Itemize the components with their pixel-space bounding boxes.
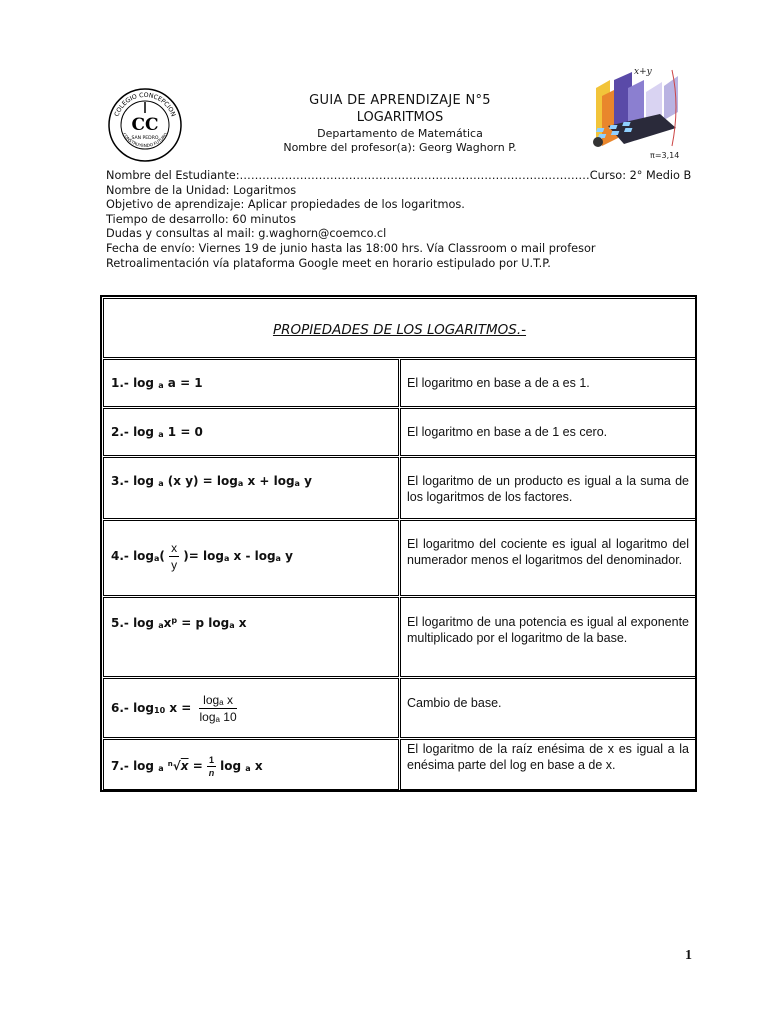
math-illustration-icon [588,66,688,162]
description-cell [400,678,696,738]
formula-2: 2.- log $_a$ 1 = 0 [111,425,203,439]
deco-formula-top: x+y [634,67,652,77]
description-3: El logaritmo de un producto es igual a la suma de los logaritmos de los factores. [407,474,689,504]
guide-title: GUIA DE APRENDIZAJE N°5 [309,93,491,108]
fraction-one-over-n: $\frac{1}{n}$ [208,755,215,778]
unit-line: Nombre de la Unidad: Logaritmos [106,183,297,197]
description-cell [400,457,696,519]
table-heading: PROPIEDADES DE LOS LOGARITMOS.- [272,322,527,338]
description-cell [400,408,696,456]
logo-text-bottom: CONSTRUYENDO FUTURO [121,131,169,149]
formula-3: 3.- log $_a$ (x $y) = \log_a x + \log_a y$ [111,474,312,488]
fraction-x-over-y: $\frac{x}{y}$ [171,541,178,572]
description-2: El logaritmo en base a de 1 es cero. [407,425,608,439]
description-6: Cambio de base. [407,696,502,710]
guide-subtitle: LOGARITMOS [356,110,444,125]
page-number: 1 [685,948,692,963]
formula-cell [103,457,399,519]
description-cell [400,597,696,677]
delivery-line: Fecha de envío: Viernes 19 de junio hasta las 18:00 hrs. Vía Classroom o mail profesor [106,241,596,255]
formula-cell [103,408,399,456]
school-logo [107,87,183,163]
info-block [106,169,691,271]
formula-6: 6.- $\log_{10} x$ = $\frac{\log_a x}{\log_a 10}$ [111,693,237,724]
formula-5: 5.- $\log _ax^p = p$ $\log_a x$ [111,616,247,630]
formula-cell [103,597,399,677]
logo-monogram: CC [131,115,159,135]
formula-4: 4.- $\log_a$( $\frac{x}{y}$ )= $\log_a x - \log_a y$ [111,541,293,572]
description-5: El logaritmo de una potencia es igual al exponente multiplicado por el logaritmo de la base. [407,615,689,645]
description-cell [400,359,696,407]
properties-table [100,295,697,792]
fraction-change-of-base: $\frac{\log_a x}{\log_a 10}$ [199,693,237,724]
formula-cell [103,678,399,738]
feedback-line: Retroalimentación vía plataforma Google meet en horario estipulado por U.T.P. [106,256,551,270]
description-4: El logaritmo del cociente es igual al logaritmo del numerador menos el logaritmos del denominador. [407,537,689,567]
objective-line: Objetivo de aprendizaje: Aplicar propiedades de los logaritmos. [106,198,465,212]
time-line: Tiempo de desarrollo: 60 minutos [106,212,296,226]
logo-text-middle: SAN PEDRO [131,136,159,141]
description-cell [400,520,696,596]
contact-line: Dudas y consultas al mail: g.waghorn@coemco.cl [106,227,387,241]
department: Departamento de Matemática [317,127,483,140]
table-heading-cell [103,298,696,358]
description-cell [400,739,696,790]
student-line: Nombre del Estudiante:…………………………………………………………………………………Curso: 2° Medio B [106,169,692,182]
formula-7: 7.- log $_a$ $^n$√x = $\frac{1}{n}$ log $_a$ x [111,755,263,778]
logo-text-top: COLEGIO CONCEPCION [113,91,177,118]
formula-cell [103,359,399,407]
deco-formula-bottom: π=3,14 [650,151,680,160]
formula-1: 1.- log $_a$ a = 1 [111,376,203,390]
formula-cell [103,520,399,596]
formula-cell [103,739,399,790]
description-7: El logaritmo de la raíz enésima de x es igual a la enésima parte del log en base a de x. [407,742,689,772]
description-1: El logaritmo en base a de a es 1. [407,376,590,390]
teacher-name: Nombre del profesor(a): Georg Waghorn P. [283,141,517,154]
